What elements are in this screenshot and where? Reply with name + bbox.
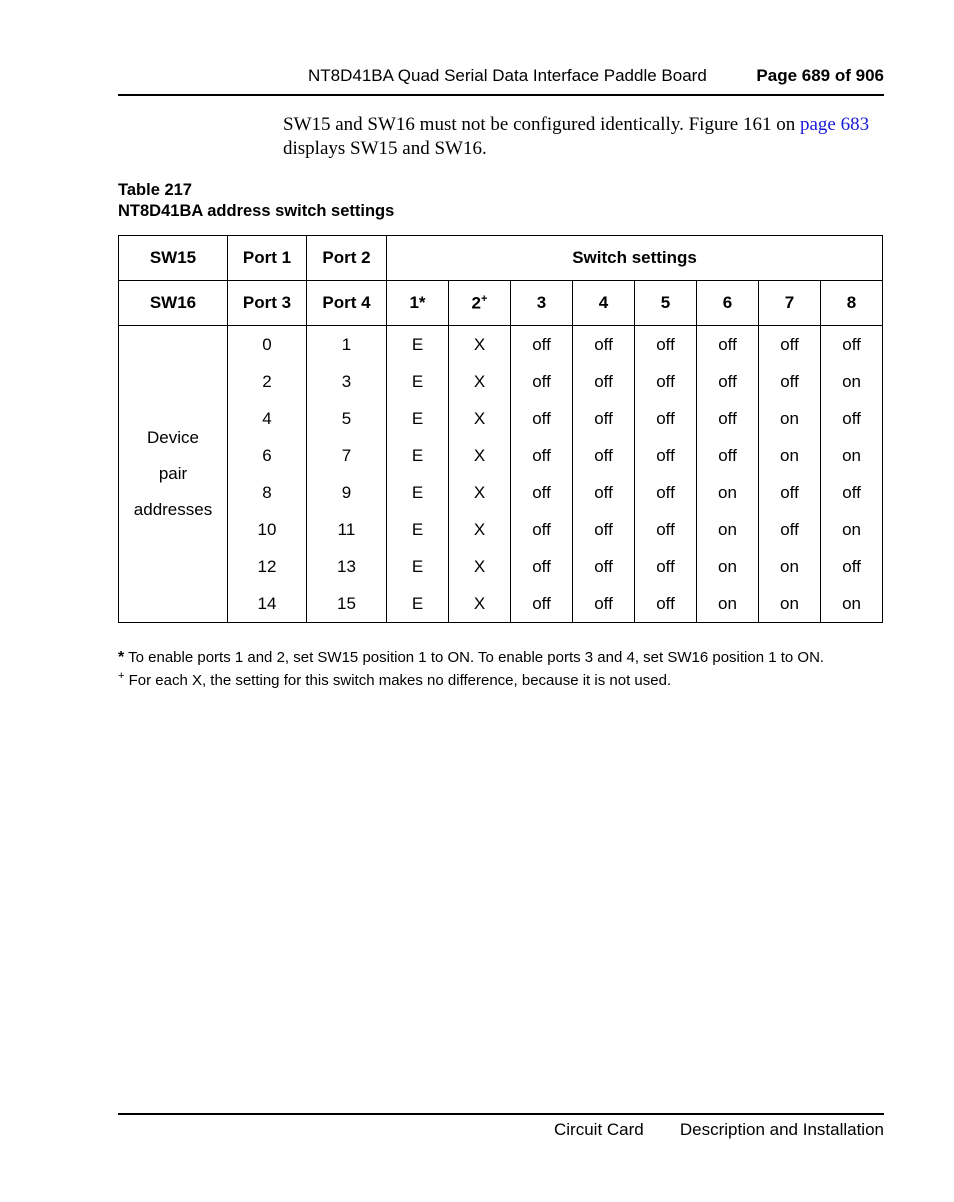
table-cell: off <box>635 585 697 623</box>
table-cell: E <box>387 474 449 511</box>
header-row-sw16 <box>119 281 883 326</box>
table-cell: X <box>449 474 511 511</box>
table-cell: off <box>511 585 573 623</box>
table-cell: off <box>697 326 759 364</box>
header-switch-7: 7 <box>759 281 821 326</box>
table-cell: on <box>759 437 821 474</box>
table-cell: off <box>635 511 697 548</box>
table-cell: 2 <box>228 363 307 400</box>
table-cell: off <box>697 363 759 400</box>
table-row <box>119 363 883 400</box>
document-title: NT8D41BA Quad Serial Data Interface Paddle Board <box>308 66 707 85</box>
table-cell: X <box>449 326 511 364</box>
table-cell: 10 <box>228 511 307 548</box>
footnote-plus <box>118 667 824 690</box>
table-cell: on <box>759 585 821 623</box>
table-cell: off <box>821 474 883 511</box>
table-cell: X <box>449 548 511 585</box>
table-cell: 11 <box>307 511 387 548</box>
table-cell: X <box>449 437 511 474</box>
table-cell: off <box>635 363 697 400</box>
footer-right: Description and Installation <box>679 1120 884 1139</box>
table-cell: off <box>759 326 821 364</box>
table-cell: on <box>697 585 759 623</box>
footnote-star-mark: * <box>118 649 125 666</box>
table-cell: off <box>697 437 759 474</box>
table-cell: off <box>573 400 635 437</box>
table-cell: off <box>511 400 573 437</box>
table-row <box>119 474 883 511</box>
footnote-star <box>118 648 824 667</box>
page-footer <box>118 1113 884 1145</box>
device-label-line: addresses <box>133 500 213 519</box>
table-cell: off <box>511 363 573 400</box>
table-cell: 13 <box>307 548 387 585</box>
table-cell: off <box>635 400 697 437</box>
table-cell: 8 <box>228 474 307 511</box>
header-switch-6: 6 <box>697 281 759 326</box>
table-cell: E <box>387 548 449 585</box>
table-cell: 0 <box>228 326 307 364</box>
footnote-plus-text: For each X, the setting for this switch makes no difference, because it is not used. <box>124 672 672 689</box>
header-sw16: SW16 <box>119 281 228 326</box>
page-header <box>118 60 884 96</box>
table-cell: off <box>759 363 821 400</box>
table-cell: 7 <box>307 437 387 474</box>
device-label-line: pair <box>158 464 188 483</box>
table-body <box>119 326 883 623</box>
table-cell: X <box>449 363 511 400</box>
table-cell: 3 <box>307 363 387 400</box>
table-cell: 6 <box>228 437 307 474</box>
table-row <box>119 548 883 585</box>
switch-2-plus: + <box>481 292 488 305</box>
page-link[interactable]: page 683 <box>799 114 870 135</box>
switch-2-label: 2 <box>471 293 482 313</box>
table-cell: on <box>821 511 883 548</box>
table-cell: off <box>511 326 573 364</box>
header-port4: Port 4 <box>307 281 387 326</box>
address-switch-table <box>118 235 883 623</box>
table-cell: off <box>821 326 883 364</box>
intro-text: SW15 and SW16 must not be configured identically. Figure 161 on <box>283 114 800 135</box>
table-cell: off <box>573 511 635 548</box>
table-title: NT8D41BA address switch settings <box>118 202 395 220</box>
table-cell: E <box>387 585 449 623</box>
header-port3: Port 3 <box>228 281 307 326</box>
header-switch-5: 5 <box>635 281 697 326</box>
table-cell: E <box>387 400 449 437</box>
table-cell: E <box>387 437 449 474</box>
table-cell: 14 <box>228 585 307 623</box>
table-cell: E <box>387 363 449 400</box>
table-row <box>119 400 883 437</box>
header-row-sw15 <box>119 236 883 281</box>
table-cell: 4 <box>228 400 307 437</box>
table-cell: 5 <box>307 400 387 437</box>
device-pair-addresses-cell <box>119 326 228 623</box>
table-cell: on <box>697 548 759 585</box>
table-cell: off <box>511 474 573 511</box>
page-number: Page 689 of 906 <box>756 66 884 85</box>
table-cell: 9 <box>307 474 387 511</box>
table-cell: off <box>573 585 635 623</box>
table-cell: off <box>573 548 635 585</box>
table-cell: 12 <box>228 548 307 585</box>
header-switch-1: 1* <box>387 281 449 326</box>
table-cell: off <box>759 511 821 548</box>
table-number: Table 217 <box>118 181 192 199</box>
header-switch-3: 3 <box>511 281 573 326</box>
header-sw15: SW15 <box>119 236 228 281</box>
footer-left: Circuit Card <box>554 1120 644 1139</box>
header-port2: Port 2 <box>307 236 387 281</box>
table-cell: off <box>511 437 573 474</box>
table-cell: off <box>635 474 697 511</box>
table-cell: off <box>821 548 883 585</box>
table-cell: on <box>821 437 883 474</box>
table-cell: E <box>387 511 449 548</box>
table-cell: on <box>697 474 759 511</box>
table-cell: off <box>573 474 635 511</box>
table-cell: X <box>449 585 511 623</box>
header-switch-settings: Switch settings <box>387 236 883 281</box>
footnote-plus-mark: + <box>118 670 125 682</box>
table-cell: off <box>635 548 697 585</box>
footnote-star-text: To enable ports 1 and 2, set SW15 position 1 to ON. To enable ports 3 and 4, set SW16 position 1 to ON. <box>124 649 825 666</box>
table-cell: on <box>697 511 759 548</box>
device-label-line: Device <box>147 428 199 447</box>
footnotes <box>118 648 824 690</box>
table-cell: off <box>635 437 697 474</box>
table-cell: on <box>759 400 821 437</box>
table-cell: X <box>449 511 511 548</box>
table-cell: off <box>573 363 635 400</box>
table-cell: off <box>573 326 635 364</box>
table-cell: off <box>511 511 573 548</box>
table-cell: 1 <box>307 326 387 364</box>
table-cell: E <box>387 326 449 364</box>
table-cell: on <box>759 548 821 585</box>
table-cell: off <box>511 548 573 585</box>
table-row <box>119 585 883 623</box>
table-caption <box>118 180 394 222</box>
table-cell: off <box>821 400 883 437</box>
table-cell: off <box>759 474 821 511</box>
header-switch-2 <box>449 281 511 326</box>
table-cell: off <box>635 326 697 364</box>
table-row <box>119 326 883 364</box>
header-port1: Port 1 <box>228 236 307 281</box>
header-switch-8: 8 <box>821 281 883 326</box>
intro-text-2: displays SW15 and SW16. <box>283 138 487 159</box>
table-cell: on <box>821 363 883 400</box>
table-cell: 15 <box>307 585 387 623</box>
intro-paragraph <box>283 113 893 161</box>
table-cell: off <box>697 400 759 437</box>
table-cell: off <box>573 437 635 474</box>
table-cell: X <box>449 400 511 437</box>
table-row <box>119 437 883 474</box>
header-switch-4: 4 <box>573 281 635 326</box>
table-cell: on <box>821 585 883 623</box>
table-row <box>119 511 883 548</box>
